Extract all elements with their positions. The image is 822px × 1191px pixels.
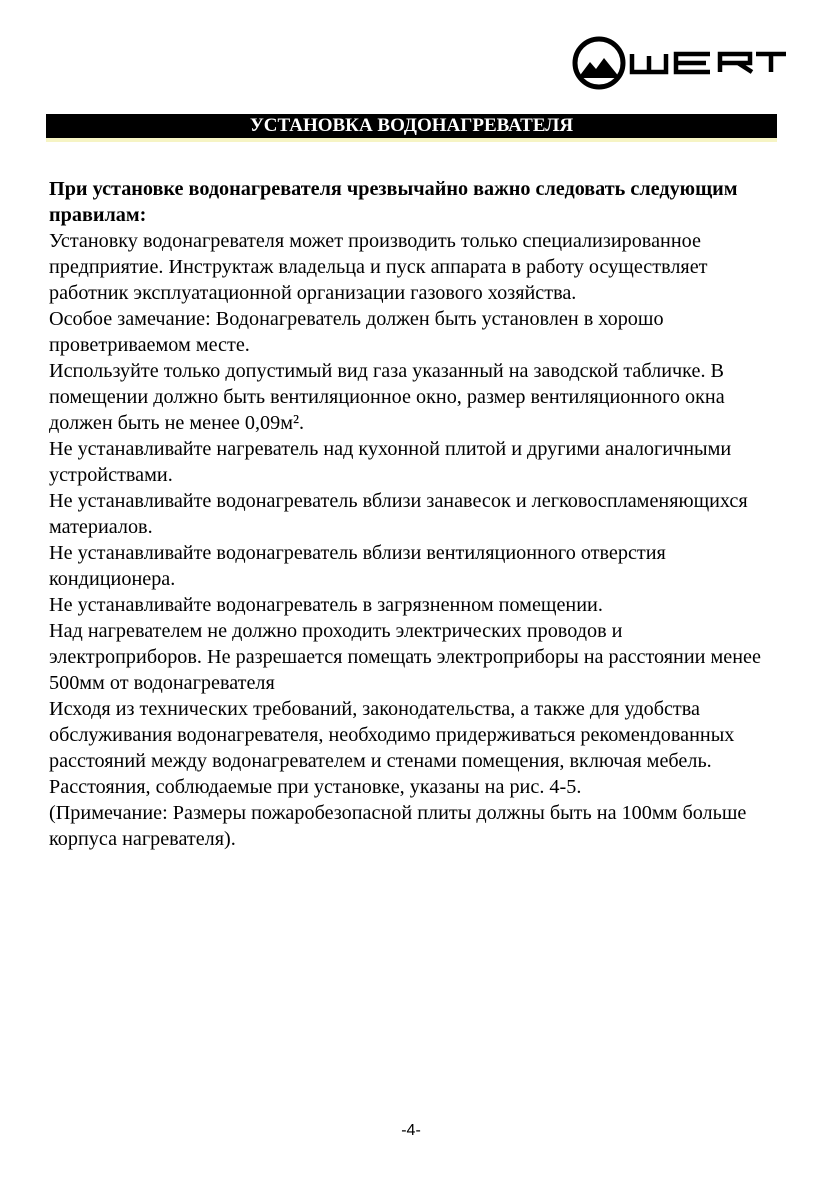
brand-logo [570, 34, 786, 94]
paragraph-ventilated-place: Особое замечание: Водонагреватель должен быть установлен в хорошо проветриваемом месте. [49, 308, 664, 356]
mountain-circle-icon [575, 39, 623, 87]
paragraph-curtains: Не устанавливайте водонагреватель вблизи занавесок и легковоспламеняющихся материалов. [49, 490, 748, 538]
paragraph-gas-type: Используйте только допустимый вид газа указанный на заводской табличке. В помещении должно быть вентиляционное окно, размер вентиляционного окна должен быть не менее 0,09м². [49, 360, 725, 434]
paragraph-electrical: Над нагревателем не должно проходить электрических проводов и электроприборов. Не разрешается помещать электроприборы на расстоянии менее 500мм от водонагревателя [49, 620, 761, 694]
paragraph-note: (Примечание: Размеры пожаробезопасной плиты должны быть на 100мм больше корпуса нагревателя). [49, 802, 747, 850]
paragraph-dirty-room: Не устанавливайте водонагреватель в загрязненном помещении. [49, 594, 603, 616]
logo-wordmark [632, 54, 786, 72]
paragraph-clearances: Исходя из технических требований, законодательства, а также для удобства обслуживания водонагревателя, необходимо придерживаться рекомендованных расстояний между водонагревателем и стенами помещения, включая мебель. [49, 698, 735, 772]
intro-paragraph: При установке водонагревателя чрезвычайно важно следовать следующим правилам: [49, 178, 738, 226]
paragraph-figure-reference: Расстояния, соблюдаемые при установке, указаны на рис. 4-5. [49, 776, 582, 798]
logo-graphic [570, 34, 786, 94]
paragraph-above-stove: Не устанавливайте нагреватель над кухонной плитой и другими аналогичными устройствами. [49, 438, 732, 486]
document-body [49, 176, 779, 852]
section-title-bar [46, 114, 777, 142]
section-title: УСТАНОВКА ВОДОНАГРЕВАТЕЛЯ [249, 115, 574, 136]
page-number: -4- [401, 1122, 421, 1139]
paragraph-air-conditioner: Не устанавливайте водонагреватель вблизи вентиляционного отверстия кондиционера. [49, 542, 666, 590]
paragraph-specialized-installer: Установку водонагревателя может производить только специализированное предприятие. Инструктаж владельца и пуск аппарата в работу осуществляет работник эксплуатационной организации газового хозяйства. [49, 230, 708, 304]
